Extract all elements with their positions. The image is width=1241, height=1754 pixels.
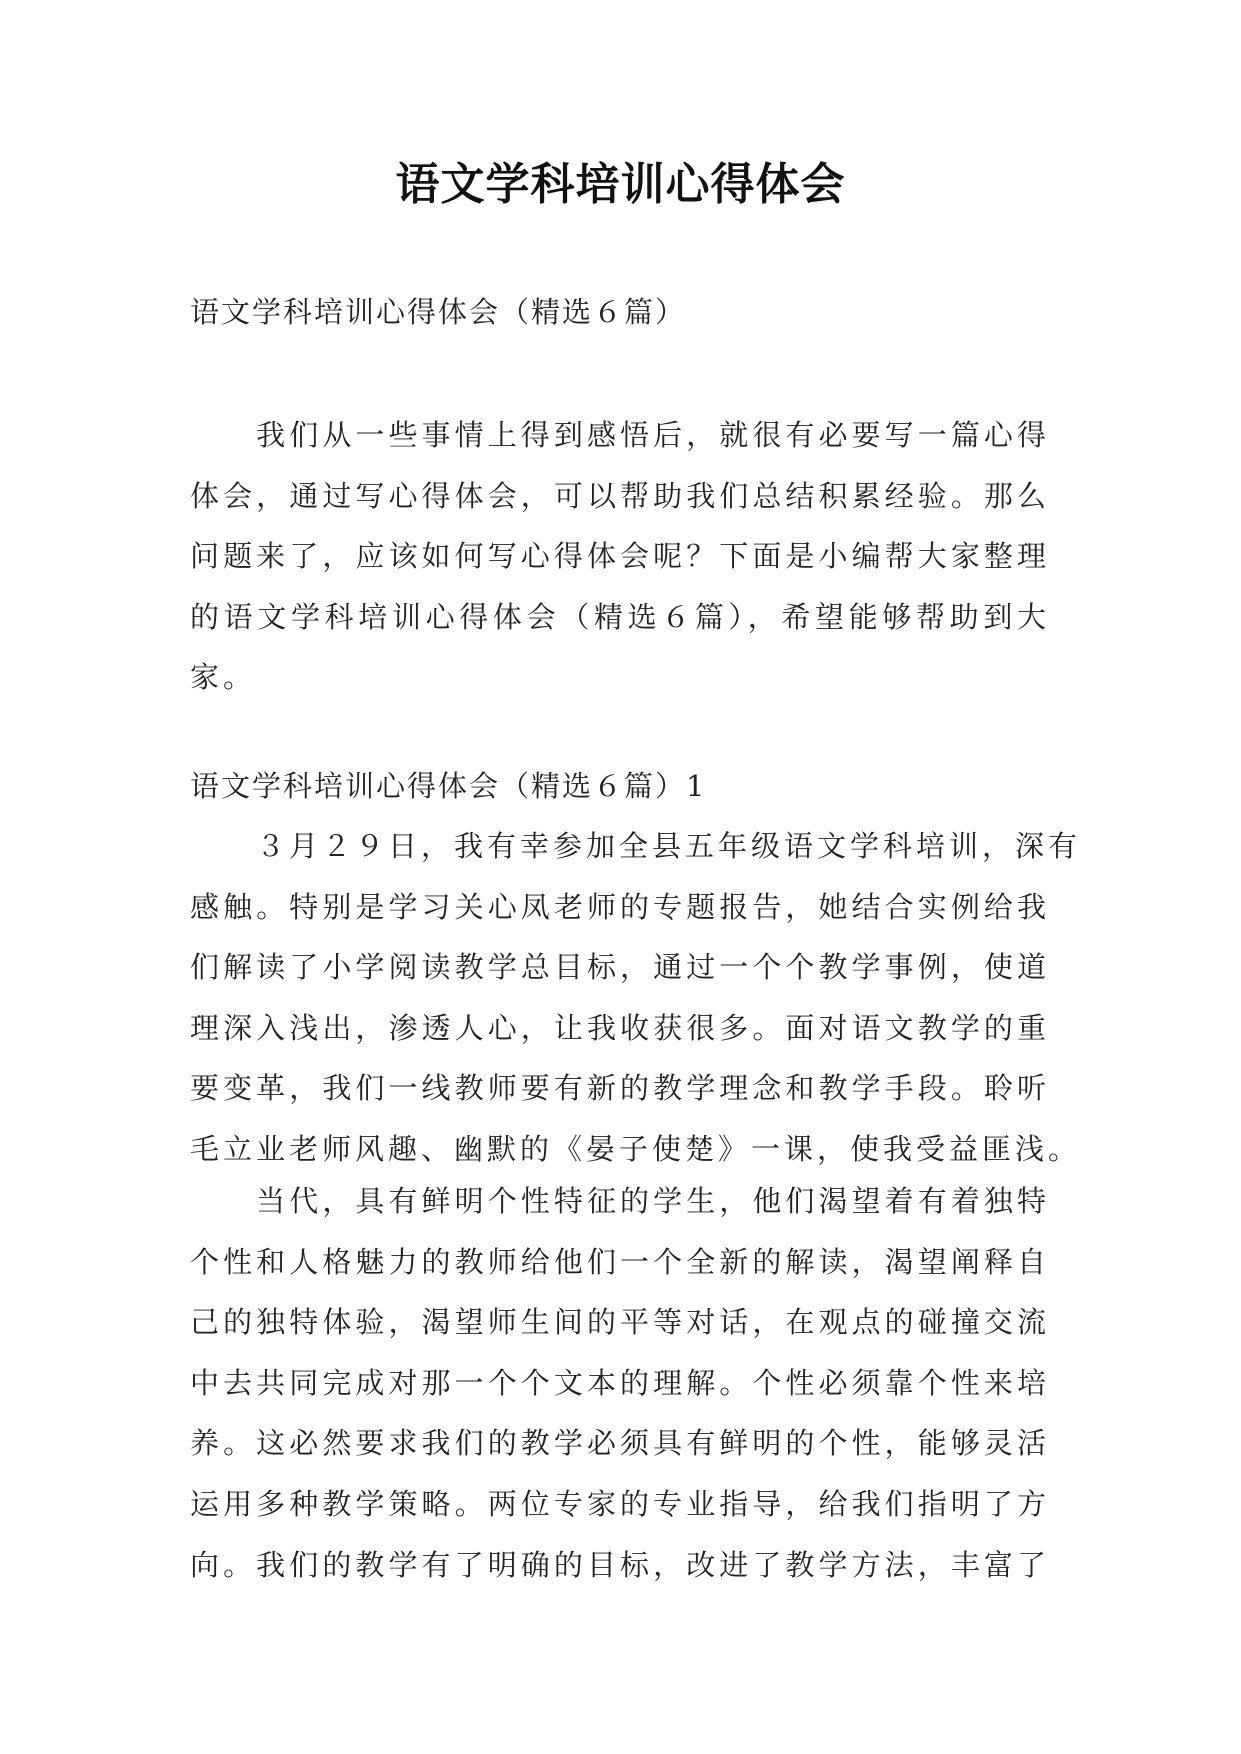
paragraph-line: 们解读了小学阅读教学总目标，通过一个个教学事例，使道 xyxy=(190,950,1050,985)
intro-line: 我们从一些事情上得到感悟后，就很有必要写一篇心得 xyxy=(190,418,1050,452)
section-heading: 语文学科培训心得体会（精选６篇）1 xyxy=(190,769,707,803)
intro-line: 的语文学科培训心得体会（精选６篇），希望能够帮助到大 xyxy=(190,599,1050,634)
paragraph-line: 当代，具有鲜明个性特征的学生，他们渴望着有着独特 xyxy=(190,1184,1050,1218)
body-paragraph-2 xyxy=(190,1171,1050,1595)
paragraph-line: ３月２９日，我有幸参加全县五年级语文学科培训，深有 xyxy=(190,829,1082,863)
paragraph-line: 理深入浅出，渗透人心，让我收获很多。面对语文教学的重 xyxy=(190,1010,1050,1045)
paragraph-line: 运用多种教学策略。两位专家的专业指导，给我们指明了方 xyxy=(190,1486,1050,1521)
paragraph-line: 个性和人格魅力的教师给他们一个全新的解读，渴望阐释自 xyxy=(190,1244,1050,1279)
paragraph-line: 中去共同完成对那一个个文本的理解。个性必须靠个性来培 xyxy=(190,1365,1050,1400)
paragraph-line: 向。我们的教学有了明确的目标，改进了教学方法，丰富了 xyxy=(190,1547,1050,1582)
document-subtitle: 语文学科培训心得体会（精选６篇） xyxy=(190,295,687,329)
body-paragraph-1 xyxy=(190,816,1082,1180)
intro-paragraph xyxy=(190,405,1050,708)
intro-line: 问题来了，应该如何写心得体会呢？下面是小编帮大家整理 xyxy=(190,539,1050,574)
paragraph-line: 感触。特别是学习关心凤老师的专题报告，她结合实例给我 xyxy=(190,889,1050,924)
intro-line: 家。 xyxy=(190,660,257,695)
document-title: 语文学科培训心得体会 xyxy=(395,159,846,210)
paragraph-line: 己的独特体验，渴望师生间的平等对话，在观点的碰撞交流 xyxy=(190,1305,1050,1340)
paragraph-line: 要变革，我们一线教师要有新的教学理念和教学手段。聆听 xyxy=(190,1071,1050,1106)
intro-line: 体会，通过写心得体会，可以帮助我们总结积累经验。那么 xyxy=(190,478,1050,513)
paragraph-line: 养。这必然要求我们的教学必须具有鲜明的个性，能够灵活 xyxy=(190,1426,1050,1461)
paragraph-line: 毛立业老师风趣、幽默的《晏子使楚》一课，使我受益匪浅。 xyxy=(190,1131,1082,1166)
